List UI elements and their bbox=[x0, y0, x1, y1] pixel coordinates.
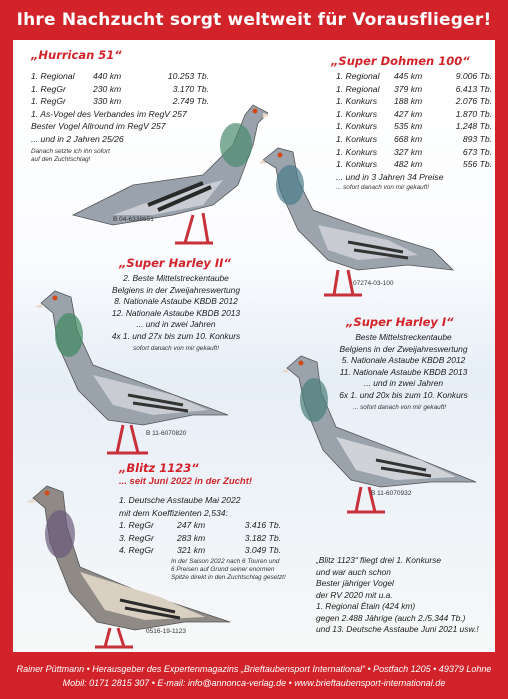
dohmen-small-note: ... sofort danach von mir gekauft! bbox=[336, 184, 430, 191]
text-line: Belgiens in der Zweijahreswertung bbox=[339, 343, 468, 354]
harley2-title: „Super Harley II“ bbox=[119, 256, 231, 270]
pigeon-blitz-image bbox=[25, 472, 240, 652]
text-line: mit dem Koeffizienten 2,534: bbox=[119, 507, 228, 518]
harley1-ring-number: B 11-6070932 bbox=[371, 490, 412, 497]
text-line: 2. Beste Mittelstreckentaube bbox=[123, 273, 229, 283]
content-panel bbox=[13, 40, 495, 652]
text-line: Belgiens in der Zweijahreswertung bbox=[111, 284, 241, 295]
harley1-title: „Super Harley I“ bbox=[346, 315, 454, 329]
text-line: gegen 2.488 Jährige (auch 2./5.344 Tb.) bbox=[316, 612, 466, 623]
text-line: 5. Nationale Astaube KBDB 2012 bbox=[341, 355, 466, 365]
result-row: 1. Konkurs 188 km 2.076 Tb. bbox=[336, 96, 492, 107]
note-line: Bester Vogel Allround im RegV 257 bbox=[31, 121, 166, 132]
result-row: 1. Konkurs 427 km 1.870 Tb. bbox=[336, 108, 492, 119]
text-line: 8. Nationale Astaube KBDB 2012 bbox=[114, 296, 238, 306]
footer-address: Rainer Püttmann • Herausgeber des Expertenmagazins „Brieftaubensport International“ • Postfach 1205 • 49379 Lohne bbox=[16, 664, 492, 674]
footer bbox=[0, 652, 508, 699]
harley2-small-note: sofort danach von mir gekauft! bbox=[133, 345, 219, 352]
blitz-story bbox=[316, 555, 479, 636]
blitz-small-note: In der Saison 2022 nach 6 Touren und 6 Preisen auf Grund seiner enormen Spitze direkt in den Zuchtschlag gesetzt! bbox=[171, 558, 286, 581]
result-row: 1. Konkurs 535 km 1.248 Tb. bbox=[336, 121, 492, 132]
hurrican-small-note: Danach setzte ich ihn sofort auf den Zuchtschlag! bbox=[31, 148, 110, 163]
blitz-ring-number: 0516-19-1123 bbox=[146, 628, 186, 635]
pigeon-harley2-image bbox=[33, 275, 243, 460]
text-line: 1. Deutsche Asstaube Mai 2022 bbox=[119, 495, 241, 505]
pigeon-dohmen-image bbox=[258, 130, 458, 305]
pigeon-hurrican-image bbox=[53, 65, 268, 245]
note-line: 1. As-Vogel des Verbandes im RegV 257 bbox=[31, 108, 187, 119]
footer-contact: Mobil: 0171 2815 307 • E-mail: info@annonca-verlag.de • www.brieftaubensport-international.de bbox=[62, 678, 446, 688]
result-row: 1. Regional 440 km 10.253 Tb. bbox=[31, 71, 209, 81]
text-line: ... und in zwei Jahren bbox=[363, 378, 444, 388]
result-row: 1. Regional 445 km 9.006 Tb. bbox=[336, 71, 492, 81]
headline: Ihre Nachzucht sorgt weltweit für Vorausflieger! bbox=[0, 0, 508, 40]
hurrican-title: „Hurrican 51“ bbox=[31, 48, 122, 62]
result-row: 1. RegGr 330 km 2.749 Tb. bbox=[31, 96, 209, 107]
result-row: 1. RegGr 230 km 3.170 Tb. bbox=[31, 83, 209, 94]
result-row: 1. Konkurs 482 km 556 Tb. bbox=[336, 159, 492, 170]
blitz-subtitle: ... seit Juni 2022 in der Zucht! bbox=[119, 476, 253, 487]
note-line: ... und in 3 Jahren 34 Preise bbox=[336, 171, 444, 182]
text-line: Bester jähriger Vogel bbox=[316, 578, 394, 588]
dohmen-title: „Super Dohmen 100“ bbox=[331, 54, 470, 68]
harley1-small-note: ... sofort danach von mir gekauft! bbox=[353, 404, 447, 411]
blitz-title: „Blitz 1123“ bbox=[119, 461, 199, 475]
harley2-ring-number: B 11-6070820 bbox=[146, 430, 187, 437]
result-row: 1. Konkurs 668 km 893 Tb. bbox=[336, 133, 492, 144]
text-line: 4x 1. und 27x bis zum 10. Konkurs bbox=[111, 330, 241, 341]
dohmen-ring-number: 07274-03-100 bbox=[353, 280, 394, 287]
text-line: und war auch schon bbox=[316, 566, 391, 577]
result-row: 4. RegGr 321 km 3.049 Tb. bbox=[119, 545, 281, 556]
result-row: 1. Konkurs 327 km 673 Tb. bbox=[336, 146, 492, 157]
text-line: und 13. Deutsche Asstaube Juni 2021 usw.! bbox=[316, 624, 479, 634]
text-line: 11. Nationale Astaube KBDB 2013 bbox=[339, 366, 468, 377]
note-line: ... und in 2 Jahren 25/26 bbox=[31, 133, 124, 144]
text-line: Beste Mittelstreckentaube bbox=[355, 332, 452, 342]
text-line: 6x 1. und 20x bis zum 10. Konkurs bbox=[339, 389, 468, 400]
text-line: der RV 2020 mit u.a. bbox=[316, 589, 393, 600]
result-row: 3. RegGr 283 km 3.182 Tb. bbox=[119, 532, 281, 543]
text-line: 12. Nationale Astaube KBDB 2013 bbox=[111, 307, 241, 318]
result-row: 1. Regional 379 km 6.413 Tb. bbox=[336, 83, 492, 94]
hurrican-ring-number: B 04-6338651 bbox=[113, 216, 154, 223]
result-row: 1. RegGr 247 km 3.416 Tb. bbox=[119, 520, 281, 531]
text-line: ... und in zwei Jahren bbox=[136, 319, 216, 329]
text-line: 1. Regional Étain (424 km) bbox=[316, 601, 416, 611]
text-line: „Blitz 1123“ fliegt drei 1. Konkurse bbox=[316, 555, 442, 565]
